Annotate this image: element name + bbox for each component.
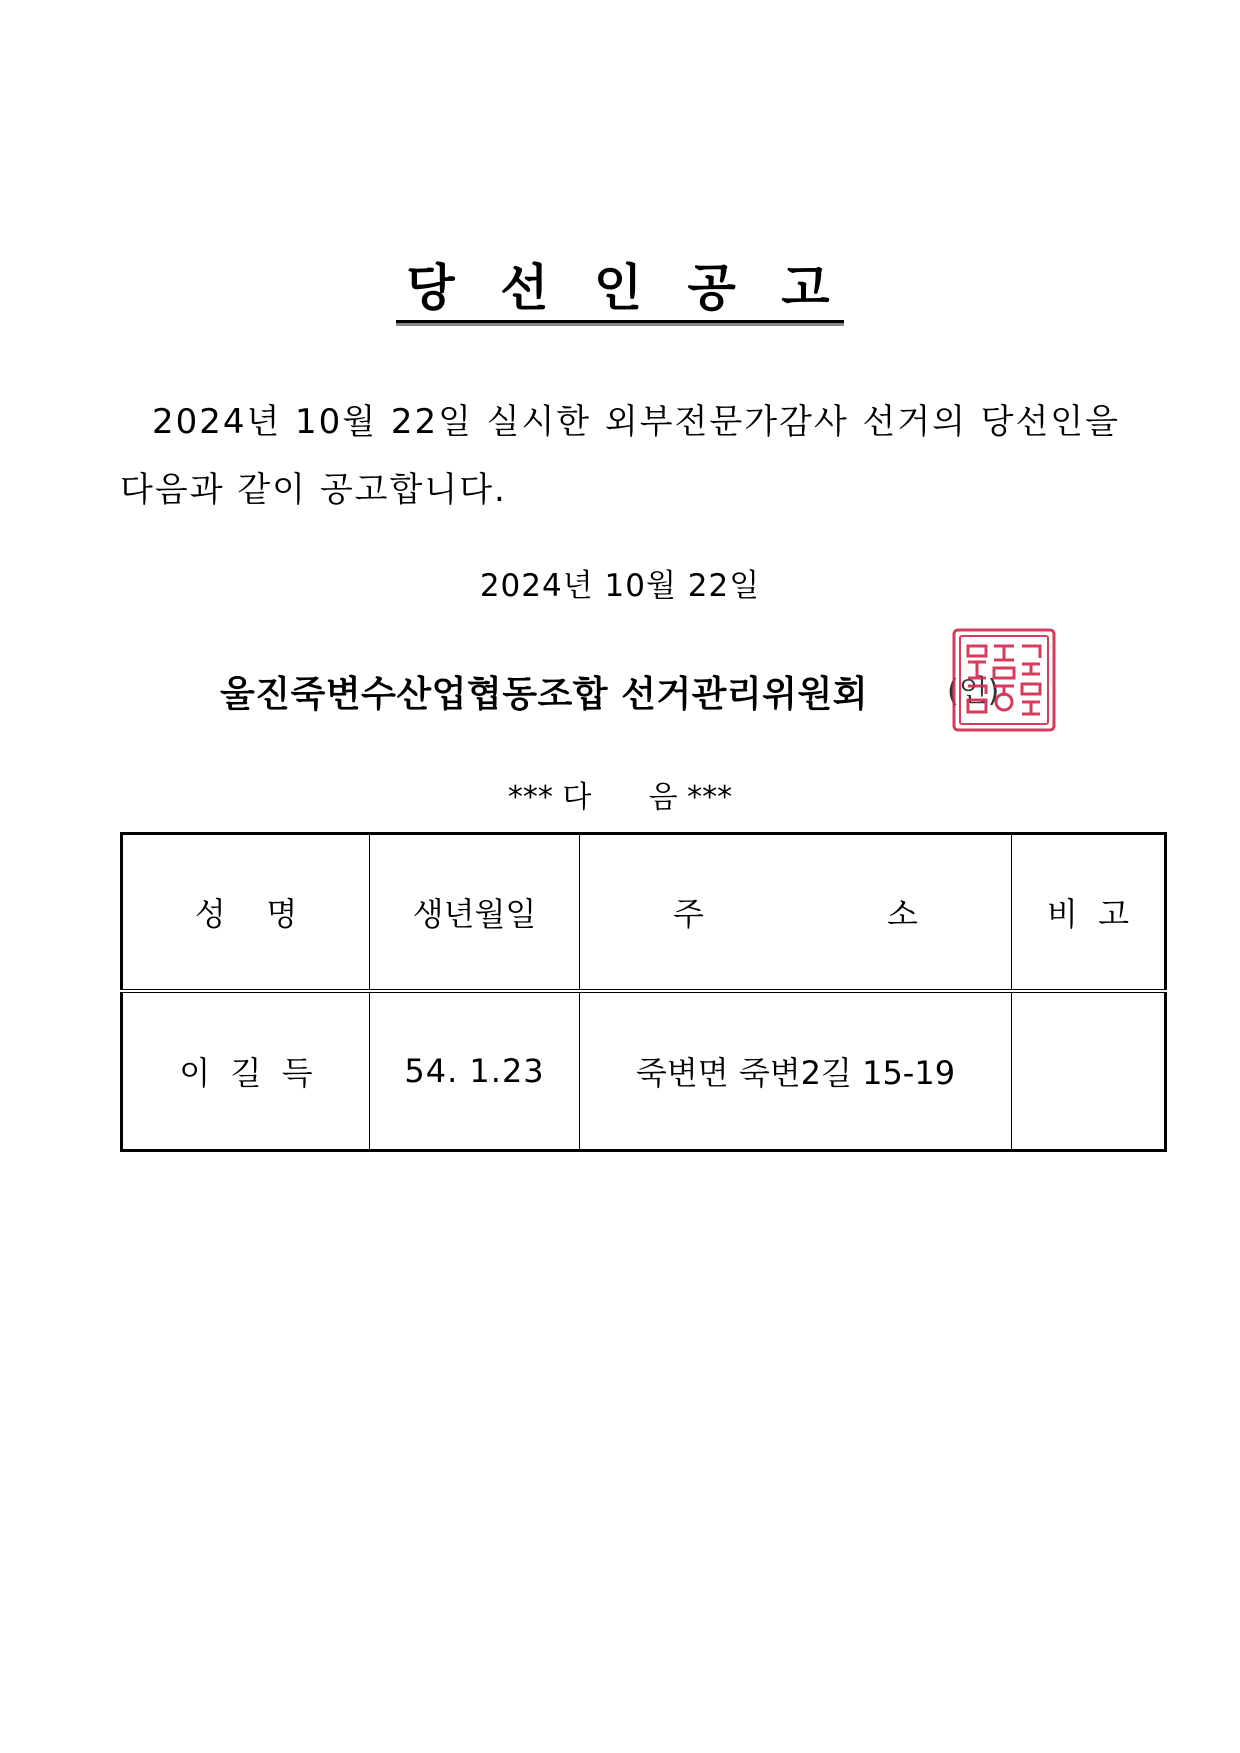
cell-remarks [1012,991,1166,1151]
announcement-date: 2024년 10월 22일 [479,568,761,604]
header-birthdate: 생년월일 [370,834,580,992]
section-heading: *** 다 음 *** [507,780,733,815]
header-remarks: 비 고 [1012,834,1166,992]
seal-mark: (인) [947,674,1000,709]
document-title [0,258,1240,323]
document-title-text: 당 선 인 공 고 [396,258,843,323]
cell-name: 이 길 득 [122,991,370,1151]
cell-address: 죽변면 죽변2길 15-19 [580,991,1012,1151]
header-address: 주 소 [580,834,1012,992]
header-name: 성 명 [122,834,370,992]
candidate-table [120,832,1167,1152]
cell-birthdate: 54. 1.23 [370,991,580,1151]
table-header-row [122,834,1166,992]
announcement-text: 2024년 10월 22일 실시한 외부전문가감사 선거의 당선인을 다음과 같이 공고합니다. [120,402,1120,510]
official-seal-stamp [950,626,1058,734]
table-row [122,991,1166,1151]
organization-name: 울진죽변수산업협동조합 선거관리위원회 [220,674,869,715]
